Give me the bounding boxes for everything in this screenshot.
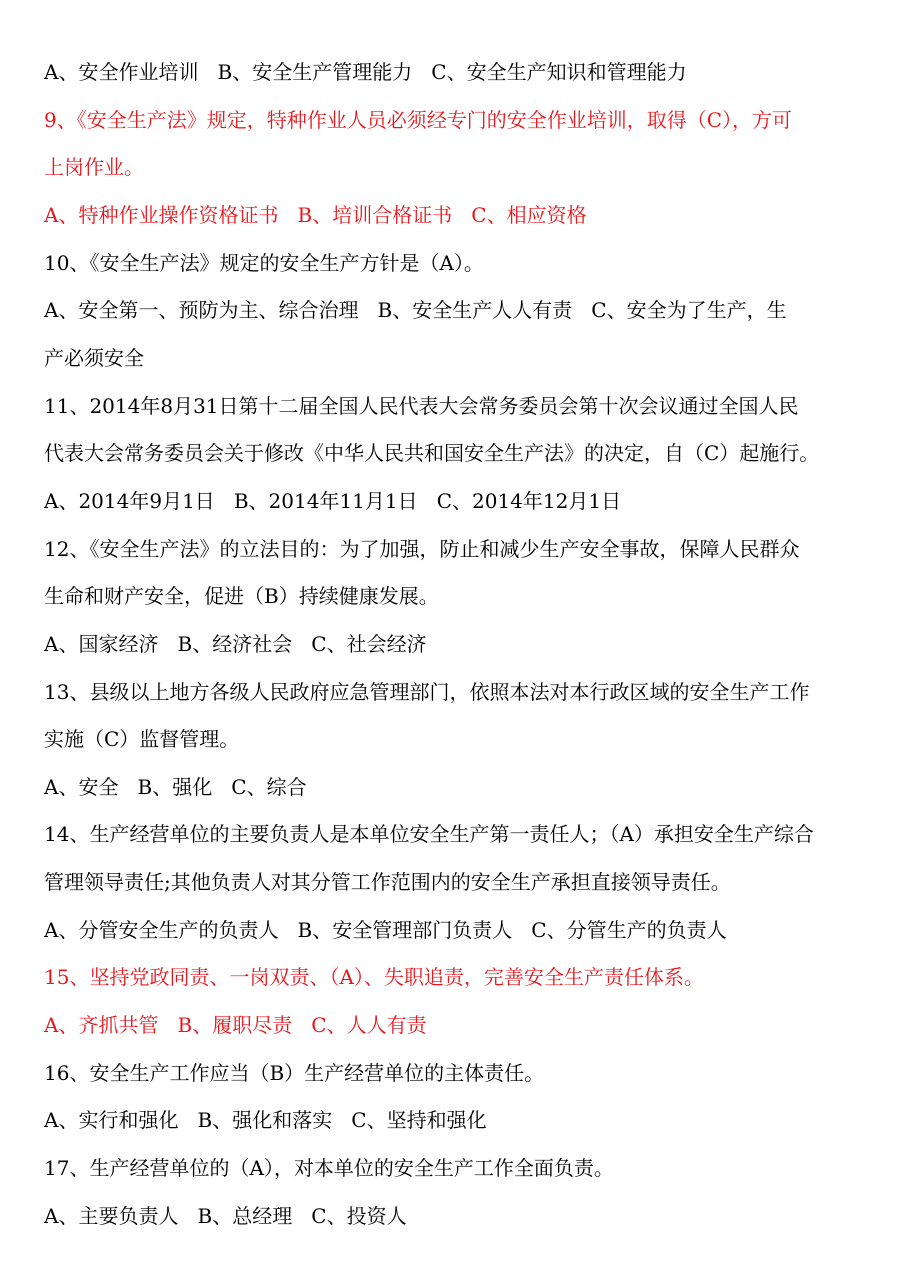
question-9-options: A、特种作业操作资格证书 B、培训合格证书 C、相应资格 [44,203,587,227]
question-13-options: A、安全 B、强化 C、综合 [44,775,307,799]
question-13-line-1: 13、县级以上地方各级人民政府应急管理部门，依照本法对本行政区域的安全生产工作 [44,680,810,704]
question-15: 15、坚持党政同责、一岗双责、（A）、失职追责，完善安全生产责任体系。 [44,965,704,989]
question-11-line-2: 代表大会常务委员会关于修改《中华人民共和国安全生产法》的决定，自（C）起施行。 [44,441,820,465]
question-16: 16、安全生产工作应当（B）生产经营单位的主体责任。 [44,1061,545,1085]
question-13-line-2: 实施（C）监督管理。 [44,727,240,751]
question-12-options: A、国家经济 B、经济社会 C、社会经济 [44,632,427,656]
question-12-line-1: 12、《安全生产法》的立法目的：为了加强，防止和减少生产安全事故，保障人民群众 [44,537,800,561]
question-10-options-line-1: A、安全第一、预防为主、综合治理 B、安全生产人人有责 C、安全为了生产，生 [44,298,787,322]
question-10: 10、《安全生产法》规定的安全生产方针是（A）。 [44,251,484,275]
question-12-line-2: 生命和财产安全，促进（B）持续健康发展。 [44,584,439,608]
question-9-line-1: 9、《安全生产法》规定，特种作业人员必须经专门的安全作业培训，取得（C），方可 [44,108,793,132]
question-9-line-2: 上岗作业。 [44,155,144,179]
answer-options-line: A、安全作业培训 B、安全生产管理能力 C、安全生产知识和管理能力 [44,60,687,84]
question-11-options: A、2014年9月1日 B、2014年11月1日 C、2014年12月1日 [44,489,622,513]
question-16-options: A、实行和强化 B、强化和落实 C、坚持和强化 [44,1108,487,1132]
question-14-options: A、分管安全生产的负责人 B、安全管理部门负责人 C、分管生产的负责人 [44,918,727,942]
question-15-options: A、齐抓共管 B、履职尽责 C、人人有责 [44,1013,427,1037]
question-10-options-line-2: 产必须安全 [44,346,144,370]
question-14-line-2: 管理领导责任;其他负责人对其分管工作范围内的安全生产承担直接领导责任。 [44,870,731,894]
question-17: 17、生产经营单位的（A），对本单位的安全生产工作全面负责。 [44,1156,614,1180]
question-14-line-1: 14、生产经营单位的主要负责人是本单位安全生产第一责任人；（A）承担安全生产综合 [44,822,814,846]
question-17-options: A、主要负责人 B、总经理 C、投资人 [44,1204,407,1228]
question-11-line-1: 11、2014年8月31日第十二届全国人民代表大会常务委员会第十次会议通过全国人民 [44,394,799,418]
